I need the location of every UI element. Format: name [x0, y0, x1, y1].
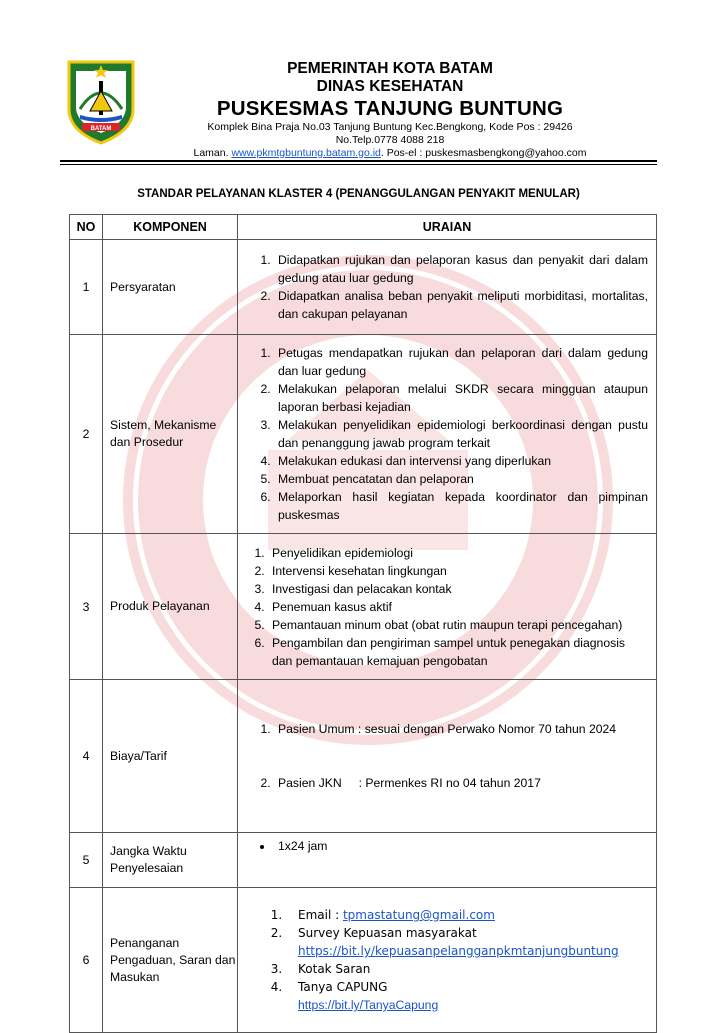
table-row [70, 680, 657, 833]
row-component: Produk Pelayanan [103, 534, 238, 680]
tanya-label: Tanya CAPUNG [298, 980, 388, 994]
header-rule-thick [60, 160, 657, 162]
survey-label: Survey Kepuasan masyarakat [298, 926, 477, 940]
table-header-row [70, 215, 657, 240]
row-number: 6 [70, 888, 103, 1033]
row-component: Persyaratan [103, 240, 238, 335]
row-description [238, 240, 657, 335]
list-item [286, 960, 648, 978]
table-row [70, 833, 657, 888]
list-item: 2. Intervensi kesehatan lingkungan [268, 562, 648, 580]
list-item: 2. Melakukan pelaporan melalui SKDR secara mingguan ataupun laporan berbasi kejadian [274, 380, 648, 416]
list-item: • 1x24 jam [274, 837, 648, 855]
row-description [238, 680, 657, 833]
list-item [286, 924, 648, 960]
table-row [70, 240, 657, 335]
government-name: PEMERINTAH KOTA BATAM [287, 60, 493, 77]
list-item: 2. Pasien JKN : Permenkes RI no 04 tahun 2017 [274, 774, 648, 792]
header-rule-thin [60, 164, 657, 165]
list-item: 1. Didapatkan rujukan dan pelaporan kasus dan penyakit dari dalam gedung atau luar gedung [274, 251, 648, 287]
list-item: 1. Petugas mendapatkan rujukan dan pelaporan dari dalam gedung dan luar gedung [274, 344, 648, 380]
table-row [70, 888, 657, 1033]
list-item: 3. Investigasi dan pelacakan kontak [268, 580, 648, 598]
tanya-link[interactable]: https://bit.ly/TanyaCapung [298, 998, 439, 1012]
list-item [286, 978, 648, 1014]
row-number: 2 [70, 335, 103, 534]
list-item: 6. Pengambilan dan pengiriman sampel untuk penegakan diagnosis dan pemantauan kemajuan pengobatan [268, 634, 648, 670]
header-no: NO [70, 215, 103, 240]
table-row [70, 335, 657, 534]
list-item: 5. Membuat pencatatan dan pelaporan [274, 470, 648, 488]
row-component: Sistem, Mekanisme dan Prosedur [103, 335, 238, 534]
email-text: . Pos-el : puskesmasbengkong@yahoo.com [380, 147, 587, 159]
row-component: Penanganan Pengaduan, Saran dan Masukan [103, 888, 238, 1033]
list-item [286, 906, 648, 924]
institution-name: PUSKESMAS TANJUNG BUNTUNG [216, 97, 564, 120]
web-prefix: Laman. [193, 147, 229, 159]
row-component: Jangka Waktu Penyelesaian [103, 833, 238, 888]
contact-line [160, 147, 620, 160]
header-uraian: URAIAN [238, 215, 657, 240]
list-item: 4. Penemuan kasus aktif [268, 598, 648, 616]
website-link[interactable]: www.pkmtgbuntung.batam.go.id [231, 147, 381, 159]
letterhead [60, 55, 660, 165]
row-description [238, 888, 657, 1033]
department-name: DINAS KESEHATAN [316, 78, 464, 95]
row-description [238, 534, 657, 680]
list-item: 1. Penyelidikan epidemiologi [268, 544, 648, 562]
email-label: Email : [298, 908, 343, 922]
header-komponen: KOMPONEN [103, 215, 238, 240]
row-number: 3 [70, 534, 103, 680]
list-item: 1. Pasien Umum : sesuai dengan Perwako Nomor 70 tahun 2024 [274, 720, 648, 738]
list-item: 6. Melaporkan hasil kegiatan kepada koordinator dan pimpinan puskesmas [274, 488, 648, 524]
list-item: 2. Didapatkan analisa beban penyakit meliputi morbiditasi, mortalitas, dan cakupan pelayanan [274, 287, 648, 323]
row-description [238, 335, 657, 534]
logo-label: BATAM [90, 126, 112, 132]
email-link[interactable]: tpmastatung@gmail.com [342, 908, 495, 922]
phone: No.Telp.0778 4088 218 [335, 134, 445, 146]
row-number: 5 [70, 833, 103, 888]
address: Komplek Bina Praja No.03 Tanjung Buntung Kec.Bengkong, Kode Pos : 29426 [207, 121, 573, 133]
row-description [238, 833, 657, 888]
list-item: 3. Melakukan penyelidikan epidemiologi berkoordinasi dengan pustu dan penanggung jawab program terkait [274, 416, 648, 452]
row-number: 1 [70, 240, 103, 335]
list-item: 5. Pemantauan minum obat (obat rutin maupun terapi pencegahan) [268, 616, 648, 634]
row-component: Biaya/Tarif [103, 680, 238, 833]
table-row [70, 534, 657, 680]
row-number: 4 [70, 680, 103, 833]
kotak-saran: Kotak Saran [298, 962, 371, 976]
document-title: STANDAR PELAYANAN KLASTER 4 (PENANGGULANGAN PENYAKIT MENULAR) [137, 188, 580, 200]
list-item: 4. Melakukan edukasi dan intervensi yang diperlukan [274, 452, 648, 470]
service-standard-table [69, 214, 657, 1033]
city-seal-logo-icon [66, 59, 136, 145]
survey-link[interactable]: https://bit.ly/kepuasanpelangganpkmtanjungbuntung [298, 944, 619, 958]
